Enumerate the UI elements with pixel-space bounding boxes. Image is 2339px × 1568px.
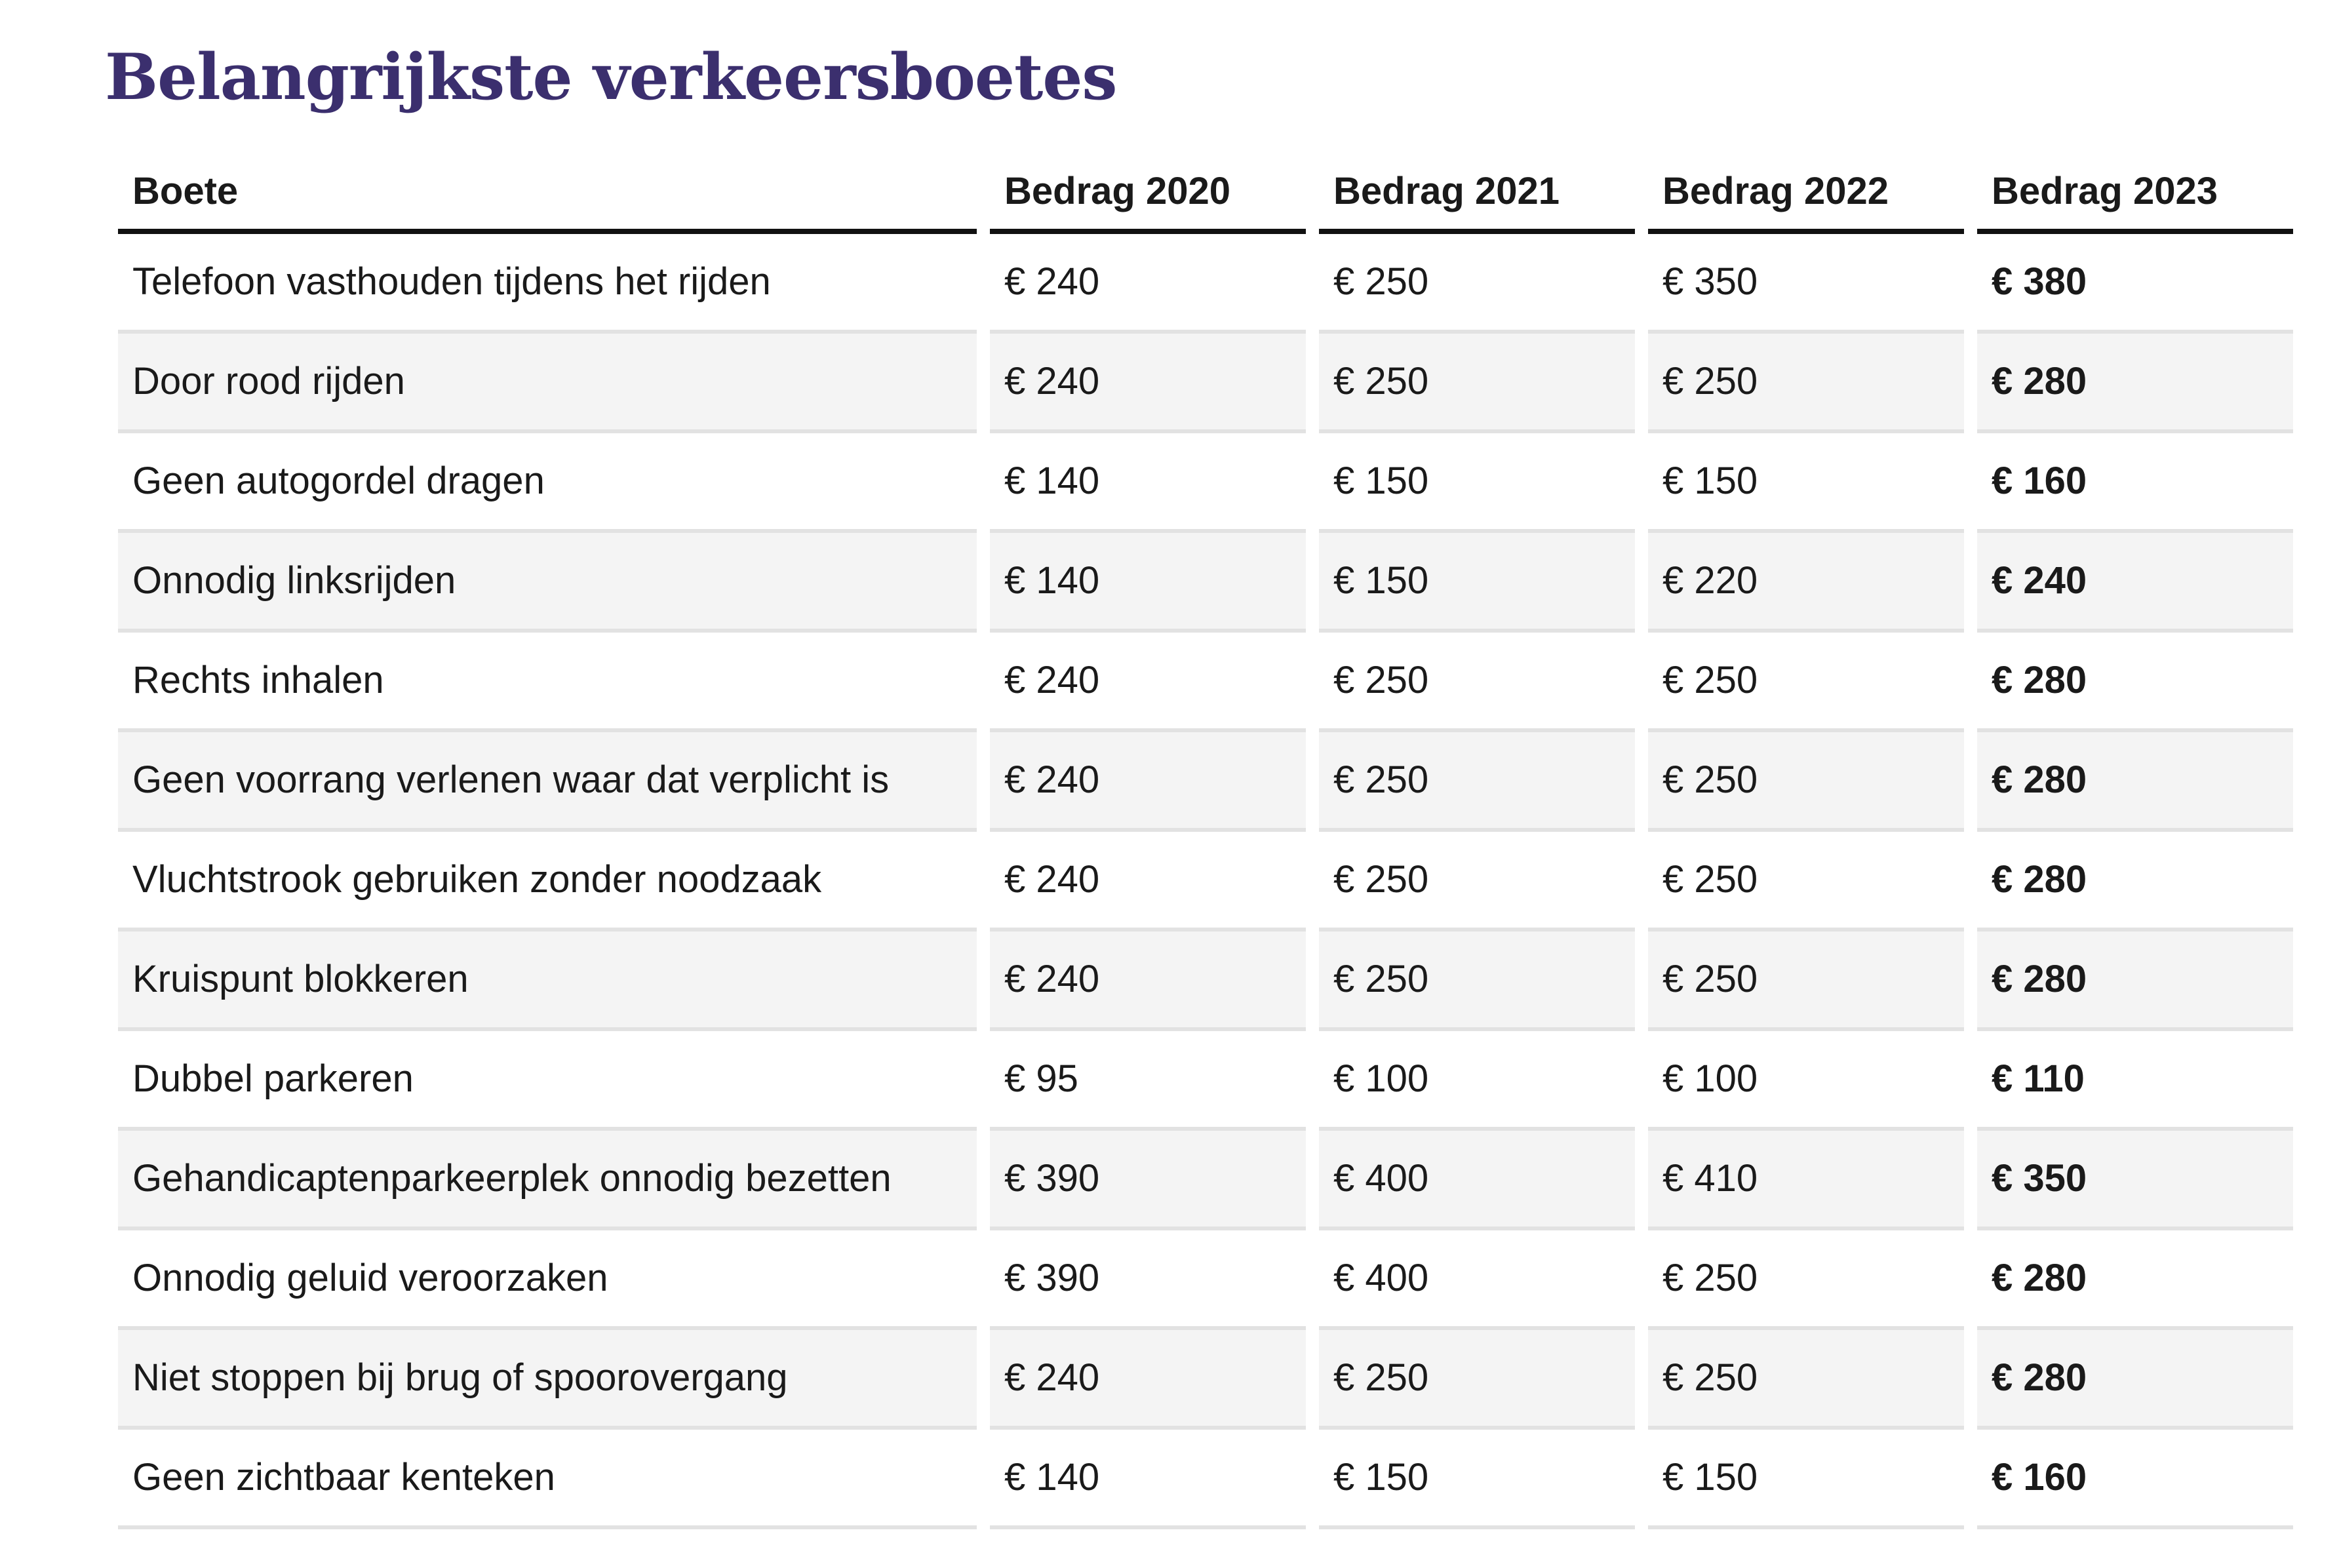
table-row [118,234,2293,334]
cell-bedrag-2023: € 280 [1977,832,2293,931]
cell-bedrag-2020: € 95 [990,1031,1306,1131]
cell-bedrag-2023: € 280 [1977,334,2293,433]
cell-bedrag-2023: € 160 [1977,433,2293,533]
table-header-row [118,147,2293,234]
cell-boete: Onnodig linksrijden [118,533,977,633]
table-row [118,832,2293,931]
cell-bedrag-2023: € 280 [1977,1230,2293,1330]
cell-bedrag-2021: € 250 [1319,234,1635,334]
table-row [118,334,2293,433]
cell-bedrag-2021: € 400 [1319,1131,1635,1230]
cell-bedrag-2021: € 250 [1319,633,1635,732]
cell-bedrag-2022: € 250 [1648,1330,1964,1430]
table-row [118,1230,2293,1330]
cell-bedrag-2022: € 250 [1648,931,1964,1031]
cell-bedrag-2020: € 390 [990,1230,1306,1330]
table-row [118,931,2293,1031]
table-row [118,533,2293,633]
table-row [118,1031,2293,1131]
cell-boete: Door rood rijden [118,334,977,433]
cell-bedrag-2022: € 150 [1648,1430,1964,1529]
table-row [118,1330,2293,1430]
cell-bedrag-2021: € 250 [1319,832,1635,931]
table-row [118,433,2293,533]
cell-bedrag-2020: € 140 [990,1430,1306,1529]
cell-bedrag-2023: € 280 [1977,1330,2293,1430]
cell-boete: Kruispunt blokkeren [118,931,977,1031]
cell-bedrag-2020: € 240 [990,1330,1306,1430]
cell-boete: Vluchtstrook gebruiken zonder noodzaak [118,832,977,931]
cell-bedrag-2021: € 250 [1319,732,1635,832]
cell-bedrag-2020: € 240 [990,931,1306,1031]
cell-bedrag-2022: € 350 [1648,234,1964,334]
cell-bedrag-2023: € 240 [1977,533,2293,633]
table-body [118,234,2293,1529]
cell-bedrag-2023: € 160 [1977,1430,2293,1529]
cell-bedrag-2020: € 140 [990,433,1306,533]
cell-boete: Telefoon vasthouden tijdens het rijden [118,234,977,334]
cell-bedrag-2022: € 410 [1648,1131,1964,1230]
table-row [118,732,2293,832]
table-row [118,1430,2293,1529]
cell-bedrag-2020: € 240 [990,334,1306,433]
cell-bedrag-2023: € 280 [1977,633,2293,732]
cell-bedrag-2023: € 350 [1977,1131,2293,1230]
cell-bedrag-2020: € 240 [990,732,1306,832]
cell-bedrag-2021: € 150 [1319,433,1635,533]
cell-bedrag-2022: € 250 [1648,1230,1964,1330]
cell-bedrag-2021: € 150 [1319,533,1635,633]
header-bedrag-2022: Bedrag 2022 [1648,147,1964,234]
cell-bedrag-2021: € 400 [1319,1230,1635,1330]
cell-bedrag-2022: € 250 [1648,832,1964,931]
table-row [118,1131,2293,1230]
cell-bedrag-2020: € 240 [990,832,1306,931]
cell-bedrag-2021: € 250 [1319,334,1635,433]
cell-bedrag-2022: € 250 [1648,732,1964,832]
cell-bedrag-2023: € 380 [1977,234,2293,334]
header-bedrag-2020: Bedrag 2020 [990,147,1306,234]
cell-bedrag-2022: € 150 [1648,433,1964,533]
cell-boete: Dubbel parkeren [118,1031,977,1131]
cell-boete: Onnodig geluid veroorzaken [118,1230,977,1330]
cell-boete: Geen autogordel dragen [118,433,977,533]
cell-bedrag-2022: € 220 [1648,533,1964,633]
cell-bedrag-2020: € 390 [990,1131,1306,1230]
cell-bedrag-2022: € 250 [1648,633,1964,732]
cell-boete: Rechts inhalen [118,633,977,732]
cell-bedrag-2020: € 140 [990,533,1306,633]
cell-bedrag-2020: € 240 [990,633,1306,732]
cell-bedrag-2022: € 100 [1648,1031,1964,1131]
cell-bedrag-2021: € 100 [1319,1031,1635,1131]
page-title: Belangrijkste verkeersboetes [105,40,1117,114]
header-bedrag-2021: Bedrag 2021 [1319,147,1635,234]
cell-boete: Geen zichtbaar kenteken [118,1430,977,1529]
header-bedrag-2023: Bedrag 2023 [1977,147,2293,234]
cell-bedrag-2023: € 280 [1977,732,2293,832]
cell-bedrag-2021: € 250 [1319,931,1635,1031]
cell-boete: Geen voorrang verlenen waar dat verplicht is [118,732,977,832]
cell-bedrag-2021: € 250 [1319,1330,1635,1430]
cell-boete: Niet stoppen bij brug of spoorovergang [118,1330,977,1430]
header-boete: Boete [118,147,977,234]
cell-bedrag-2023: € 280 [1977,931,2293,1031]
cell-bedrag-2022: € 250 [1648,334,1964,433]
cell-bedrag-2020: € 240 [990,234,1306,334]
table-row [118,633,2293,732]
cell-bedrag-2021: € 150 [1319,1430,1635,1529]
fines-table [105,147,2306,1529]
cell-bedrag-2023: € 110 [1977,1031,2293,1131]
cell-boete: Gehandicaptenparkeerplek onnodig bezetten [118,1131,977,1230]
